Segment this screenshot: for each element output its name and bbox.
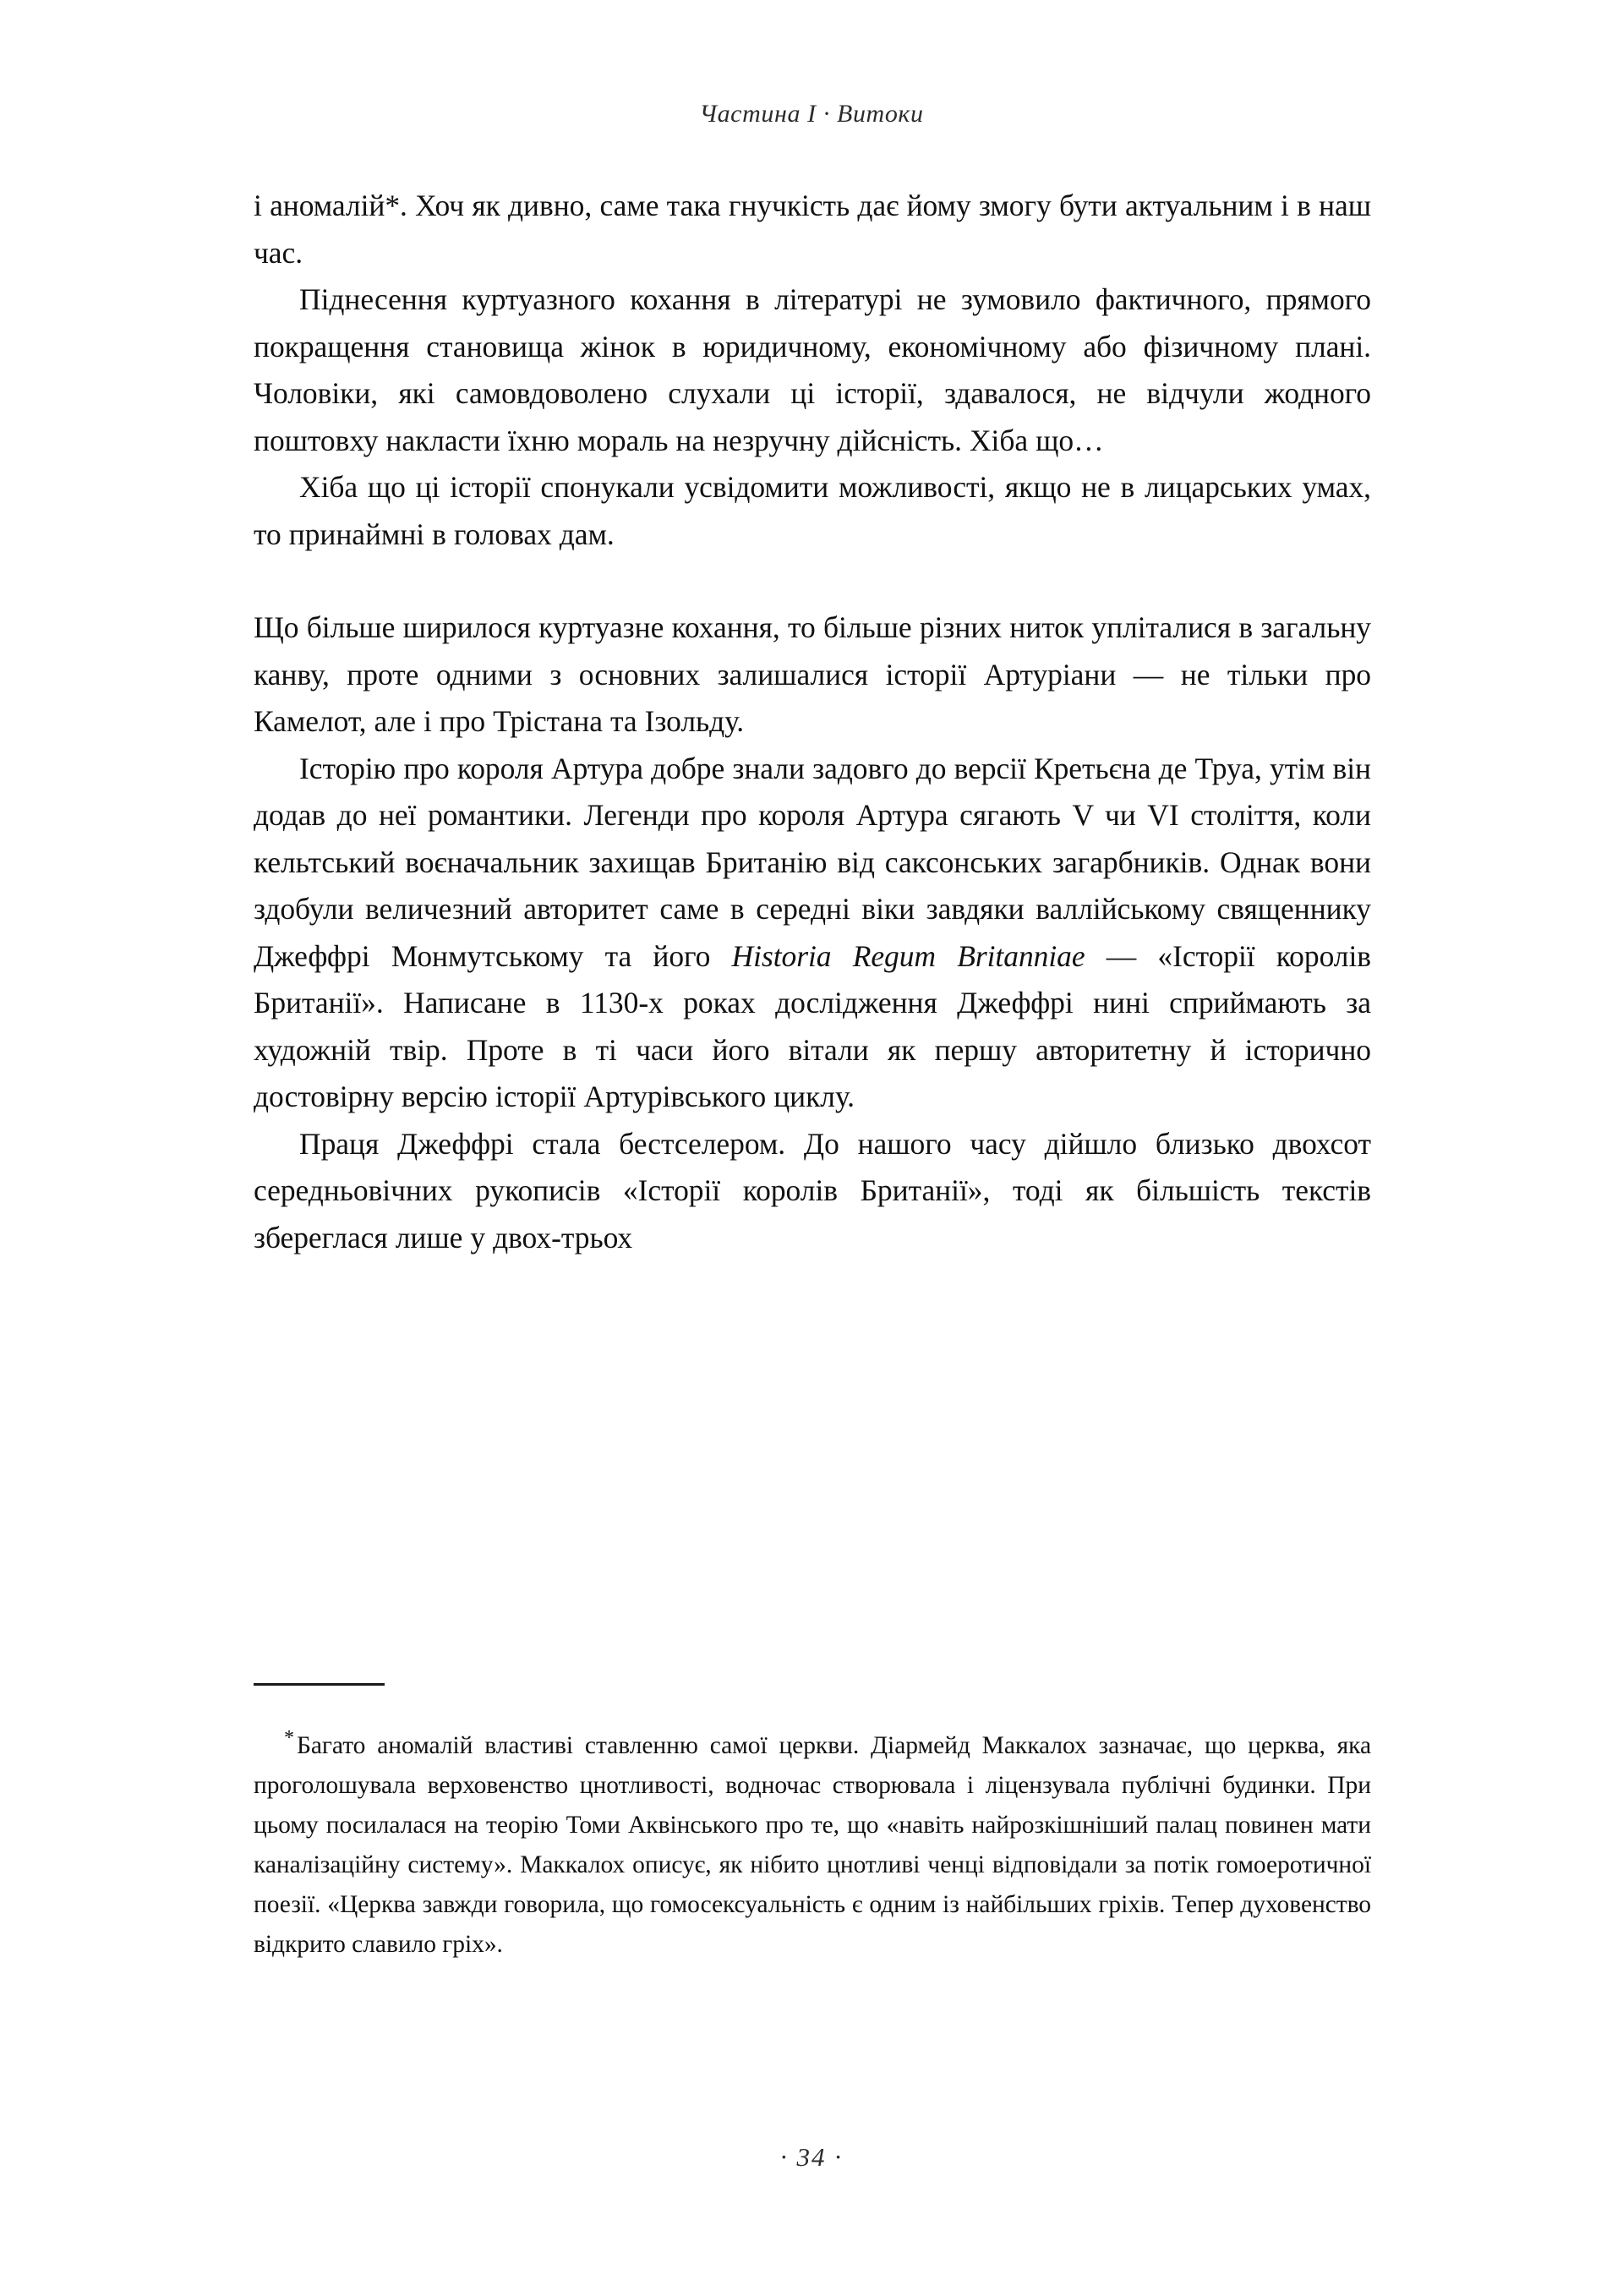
paragraph-2: Піднесення куртуазного кохання в літературі не зумовило фактичного, прямого покращення становища жінок в юридичному, економічному або фізичному плані. Чоловіки, які самовдоволено слухали ці історії, здавалося, не відчули жодного поштовху накласти їхню мораль на незручну дійсність. Хіба що… (254, 282, 1371, 457)
paragraph-5 (254, 746, 1371, 1121)
footnote-paragraph (254, 1726, 1371, 1965)
paragraph-5-part-1: Історію про короля Артура добре знали задовго до версії Кретьєна де Труа, утім він додав до неї романтики. Легенди про короля Артура сягають V чи VI століття, коли кельтський воєначальник захищав Британію від саксонських загарбників. Однак вони здобули величезний авторитет саме в середні віки завдяки валлійському священнику Джеффрі Монмутському та його (254, 751, 1371, 973)
text-column (254, 183, 1371, 1261)
page-number: · 34 · (780, 2142, 843, 2172)
paragraph-1: і аномалій*. Хоч як дивно, саме така гнучкість дає йому змогу бути актуальним і в наш час. (254, 189, 1371, 270)
footnote-separator-rule (254, 1683, 385, 1686)
body-text (254, 183, 1371, 1261)
footnote-marker: * (284, 1727, 294, 1750)
footnote-body: Багато аномалій властиві ставленню самої церкви. Діармейд Маккалох зазначає, що церква, яка проголошувала верховенство цнотливості, водночас створювала і ліцензувала публічні будинки. При цьому посилалася на теорію Томи Аквінського про те, що «навіть найрозкішніший палац повинен мати каналізаційну систему». Маккалох описує, як нібито цнотливі ченці відповідали за потік гомоеротичної поезії. «Церква завжди говорила, що гомосексуальність є одним із найбільших гріхів. Тепер духовенство відкрито славило гріх». (254, 1732, 1371, 1958)
paragraph-3: Хіба що ці історії спонукали усвідомити можливості, якщо не в лицарських умах, то принаймні в головах дам. (254, 470, 1371, 551)
footnote-block (254, 1683, 1371, 1965)
footnote-text (254, 1726, 1371, 1965)
paragraph-5-part-2: — «Історії королів Британії». Написане в 1130-х роках дослідження Джеффрі нині сприймають за художній твір. Проте в ті часи його вітали як першу авторитетну й історично достовірну версію історії Артурівського циклу. (254, 938, 1371, 1113)
running-head: Частина I · Витоки (699, 100, 924, 128)
latin-work-title: Historia Regum Britanniae (731, 938, 1085, 973)
paragraph-4: Що більше ширилося куртуазне кохання, то більше різних ниток упліталися в загальну канву, проте одними з основних залишалися історії Артуріани — не тільки про Камелот, але і про Трістана та Ізольду. (254, 610, 1371, 738)
paragraph-6: Праця Джеффрі стала бестселером. До нашого часу дійшло близько двохсот середньовічних рукописів «Історії королів Британії», тоді як більшість текстів збереглася лише у двох-трьох (254, 1126, 1371, 1255)
